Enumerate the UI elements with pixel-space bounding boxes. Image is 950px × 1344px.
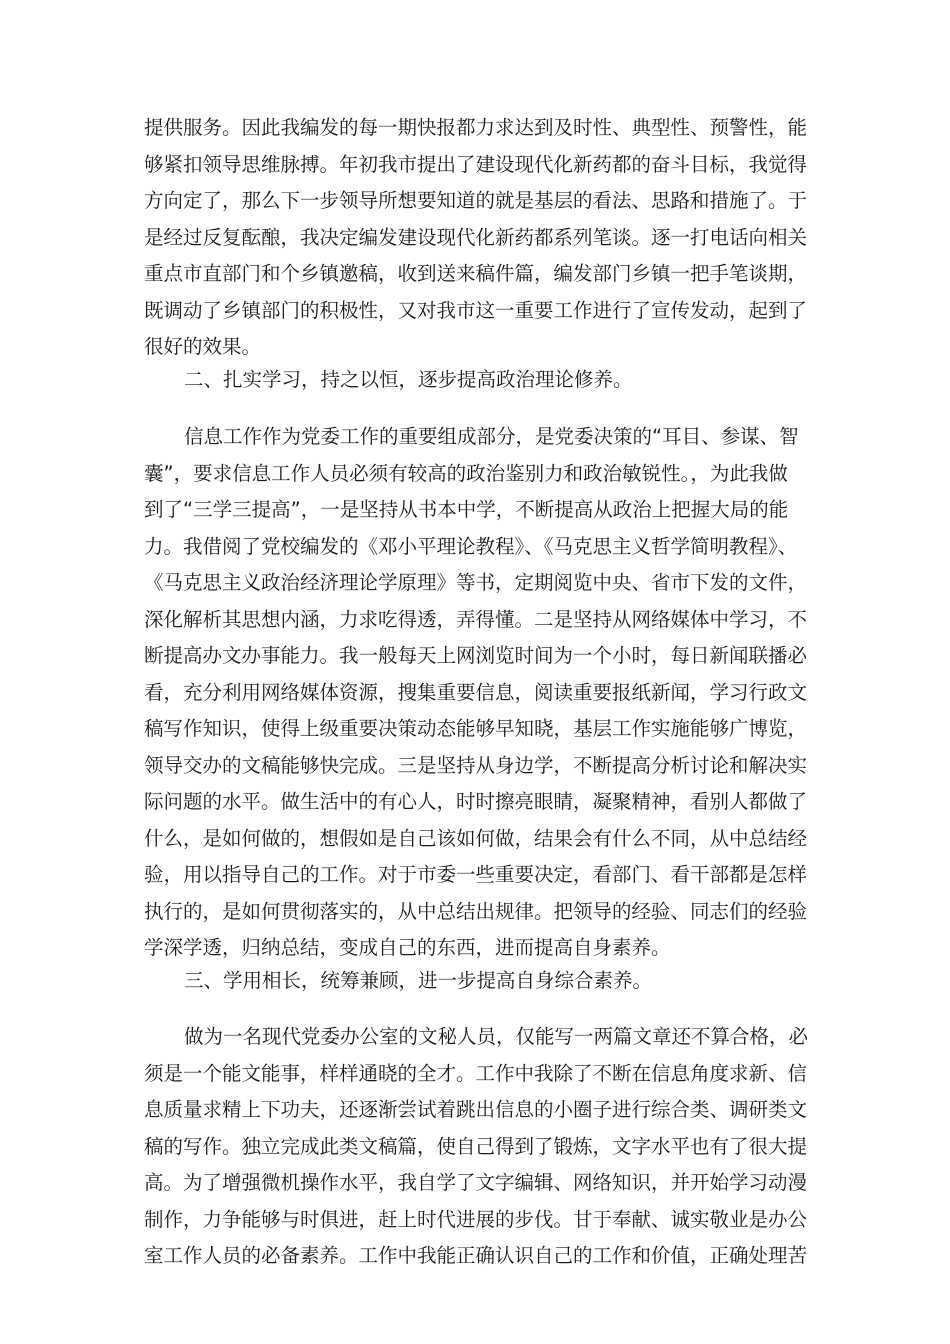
heading-line: 二、扎实学习，持之以恒，逐步提高政治理论修养。 — [184, 368, 633, 391]
text-line: 《马克思主义政治经济理论学原理》等书，定期阅览中央、省市下发的文件， — [144, 571, 808, 594]
text-line: 到了“三学三提高”，一是坚持从书本中学，不断提高从政治上把握大局的能 — [144, 498, 789, 521]
text-line: 信息工作作为党委工作的重要组成部分，是党委决策的“耳目、参谋、智 — [184, 425, 799, 448]
text-line: 高。为了增强微机操作水平，我自学了文字编辑、网络知识，并开始学习动漫 — [144, 1171, 808, 1194]
text-line: 学深学透，归纳总结，变成自己的东西，进而提高自身素养。 — [144, 936, 671, 959]
paragraph-3 — [144, 1019, 810, 1275]
paragraph-2 — [144, 419, 810, 967]
heading-line: 三、学用相长，统筹兼顾，进一步提高自身综合素养。 — [184, 969, 653, 992]
text-line: 什么，是如何做的，想假如是自己该如何做，结果会有什么不同，从中总结经 — [144, 826, 808, 850]
paragraph-1 — [144, 110, 810, 366]
text-line: 制作，力争能够与时俱进，赶上时代进展的步伐。甘于奉献、诚实敬业是办公 — [144, 1207, 808, 1231]
text-line: 际问题的水平。做生活中的有心人，时时擦亮眼睛，凝聚精神，看别人都做了 — [144, 790, 808, 813]
text-line: 做为一名现代党委办公室的文秘人员，仅能写一两篇文章还不算合格，必 — [184, 1025, 809, 1048]
text-line: 方向定了，那么下一步领导所想要知道的就是基层的看法、思路和措施了。于 — [144, 189, 808, 212]
text-line: 力。我借阅了党校编发的《邓小平理论教程》、《马克思主义哲学简明教程》、 — [144, 534, 798, 558]
text-line: 断提高办文办事能力。我一般每天上网浏览时间为一个小时，每日新闻联播必 — [144, 644, 808, 667]
text-line: 室工作人员的必备素养。工作中我能正确认识自己的工作和价值，正确处理苦 — [144, 1244, 808, 1267]
text-line: 很好的效果。 — [144, 335, 262, 358]
text-line: 验，用以指导自己的工作。对于市委一些重要决定，看部门、看干部都是怎样 — [144, 863, 808, 886]
text-line: 稿的写作。独立完成此类文稿篇，使自己得到了锻炼，文字水平也有了很大提 — [144, 1134, 808, 1158]
text-line: 领导交办的文稿能够快完成。三是坚持从身边学，不断提高分析讨论和解决实 — [144, 753, 808, 777]
text-line: 执行的，是如何贯彻落实的，从中总结出规律。把领导的经验、同志们的经验 — [144, 899, 808, 923]
text-line: 囊”，要求信息工作人员必须有较高的政治鉴别力和政治敏锐性。，为此我做 — [144, 461, 788, 485]
section-heading-2 — [144, 362, 810, 399]
text-line: 够紧扣领导思维脉搏。年初我市提出了建设现代化新药都的奋斗目标，我觉得 — [144, 152, 808, 176]
text-line: 提供服务。因此我编发的每一期快报都力求达到及时性、典型性、预警性，能 — [144, 116, 808, 139]
text-line: 息质量求精上下功夫，还逐渐尝试着跳出信息的小圈子进行综合类、调研类文 — [144, 1098, 808, 1121]
text-line: 是经过反复酝酿，我决定编发建设现代化新药都系列笔谈。逐一打电话向相关 — [144, 225, 808, 249]
text-line: 看，充分利用网络媒体资源，搜集重要信息，阅读重要报纸新闻，学习行政文 — [144, 680, 808, 704]
section-heading-3 — [144, 963, 810, 1000]
text-line: 稿写作知识，使得上级重要决策动态能够早知晓，基层工作实施能够广博览， — [144, 717, 808, 740]
text-line: 深化解析其思想内涵，力求吃得透，弄得懂。二是坚持从网络媒体中学习，不 — [144, 607, 808, 631]
text-line: 既调动了乡镇部门的积极性，又对我市这一重要工作进行了宣传发动，起到了 — [144, 298, 808, 322]
text-line: 重点市直部门和个乡镇邀稿，收到送来稿件篇，编发部门乡镇一把手笔谈期， — [144, 262, 808, 285]
text-line: 须是一个能文能事，样样通晓的全才。工作中我除了不断在信息角度求新、信 — [144, 1061, 808, 1085]
